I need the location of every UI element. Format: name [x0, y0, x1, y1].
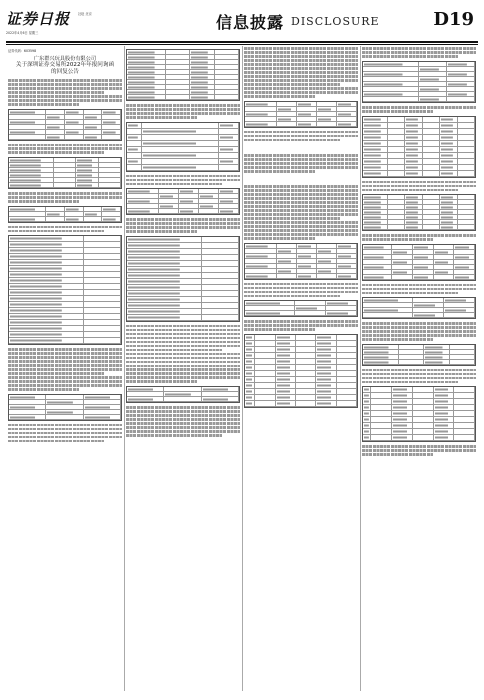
- data-table: [126, 188, 240, 215]
- notice-title-2: 的回复公告: [51, 69, 79, 75]
- data-table: [362, 344, 476, 366]
- column-divider: [242, 46, 243, 691]
- issue-date: 2022年4月6日 星期三: [6, 31, 39, 35]
- column-divider: [360, 46, 361, 691]
- data-table: [8, 394, 122, 421]
- data-table: [126, 236, 240, 322]
- data-table: [362, 61, 476, 103]
- data-table: [244, 101, 358, 128]
- data-table: [362, 244, 476, 281]
- newspaper-logo: 证券日报: [6, 10, 71, 28]
- data-table: [362, 194, 476, 231]
- section-title: 信息披露: [216, 13, 285, 32]
- data-table: [126, 122, 240, 172]
- data-table: [8, 235, 122, 345]
- masthead-sub: 社址 北京: [78, 12, 92, 16]
- column-2: [126, 46, 240, 691]
- data-table: [244, 243, 358, 280]
- data-table: [8, 157, 122, 189]
- data-table: [362, 386, 476, 442]
- data-table: [8, 109, 122, 141]
- data-table: [244, 300, 358, 317]
- stock-code-line: 证券代码：603598: [8, 49, 37, 53]
- page-number: D19: [433, 9, 474, 30]
- column-4: [362, 46, 476, 691]
- column-3: [244, 46, 358, 691]
- data-table: [8, 206, 122, 223]
- data-table: [362, 297, 476, 319]
- company-name: 广东群兴玩具股份有限公司: [33, 56, 97, 62]
- data-table: [244, 334, 358, 408]
- data-table: [362, 116, 476, 178]
- column-1: [8, 46, 122, 691]
- column-divider: [124, 46, 125, 691]
- notice-header: [8, 48, 122, 76]
- notice-title: 关于深圳证券交易所2022年年报问询函: [15, 62, 115, 68]
- section-title-en: DISCLOSURE: [291, 15, 380, 28]
- data-table: [126, 386, 240, 403]
- masthead-rule: [6, 41, 478, 43]
- masthead: [6, 6, 478, 40]
- data-table: [126, 49, 240, 101]
- masthead-rule-thin: [6, 44, 478, 45]
